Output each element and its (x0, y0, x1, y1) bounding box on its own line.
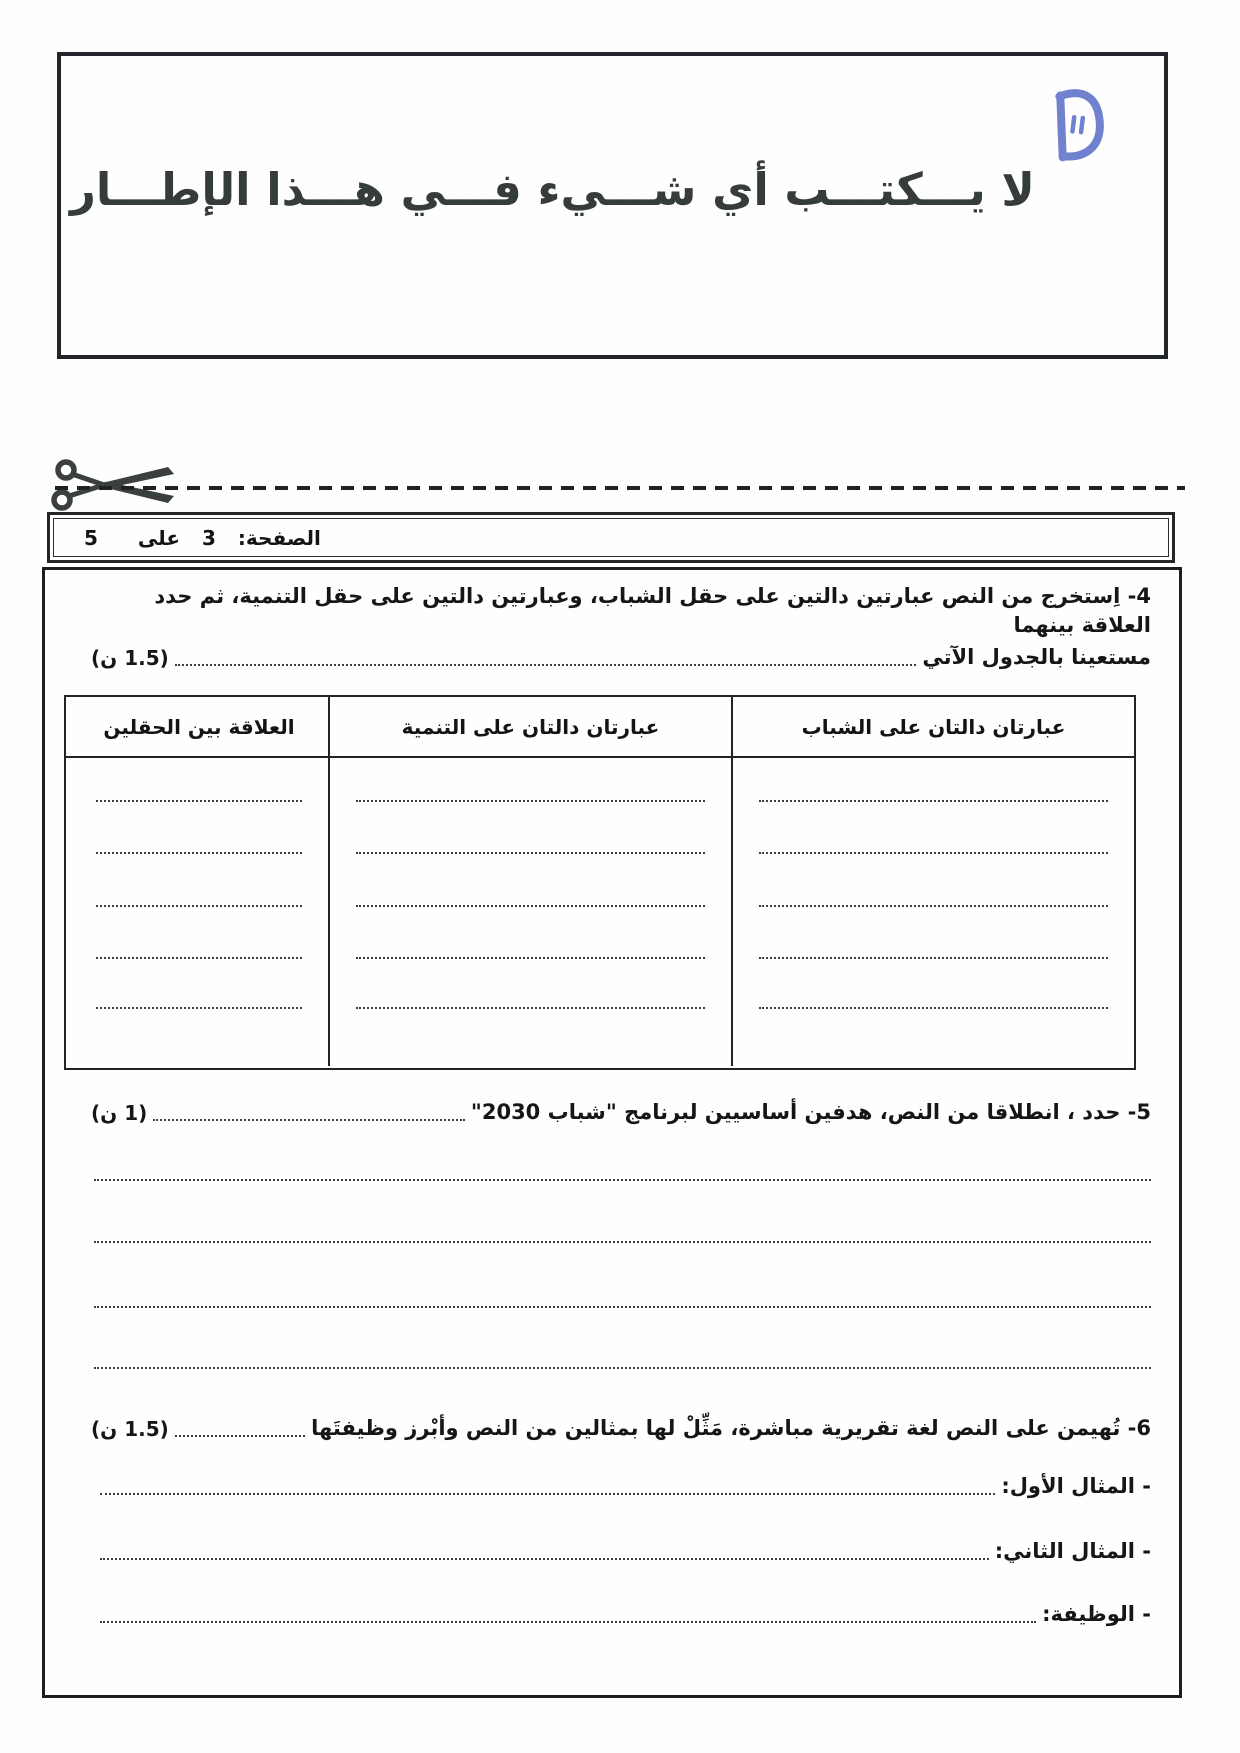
answer-line[interactable] (94, 1179, 1151, 1181)
question-4-subtext: مستعينا بالجدول الآتي (922, 644, 1151, 669)
cut-dashed-line (55, 486, 1185, 490)
answer-line[interactable] (94, 1241, 1151, 1243)
answer-dotted-line[interactable] (759, 852, 1108, 854)
phrases-table-header-row (66, 697, 1134, 758)
phrases-table-body-row (66, 758, 1134, 1066)
page-of-word: على (137, 525, 180, 550)
answer-dotted-line[interactable] (759, 800, 1108, 802)
answer-dotted-line[interactable] (356, 905, 705, 907)
example-2-label: - المثال الثاني: (994, 1538, 1151, 1563)
dotted-leader (175, 664, 917, 666)
answer-dotted-line[interactable] (356, 1007, 705, 1009)
no-write-frame (57, 52, 1168, 359)
answer-line[interactable] (94, 1306, 1151, 1308)
no-write-notice: لا يـــكتـــب أي شـــيء فـــي هـــذا الإطـــار (70, 163, 1035, 216)
answer-cell-development[interactable] (328, 758, 731, 1066)
page-indicator-bar (47, 512, 1175, 563)
answer-dotted-line[interactable] (759, 957, 1108, 959)
page-total-number: 5 (84, 525, 98, 550)
function-label: - الوظيفة: (1042, 1601, 1151, 1626)
question-4-text: 4- اِستخرج من النص عبارتين دالتين على حقل الشباب، وعبارتين دالتين على حقل التنمية، ثم حدد العلاقة بينهما (154, 584, 1151, 638)
page-indicator-text (84, 526, 321, 550)
answer-line[interactable] (94, 1367, 1151, 1369)
answer-dotted-line[interactable] (356, 957, 705, 959)
answer-cell-youth[interactable] (731, 758, 1134, 1066)
table-header-youth-phrases: عبارتان دالتان على الشباب (731, 697, 1134, 756)
page-label: الصفحة: (237, 525, 321, 550)
table-header-relation: العلاقة بين الحقلين (103, 714, 295, 739)
example-1-label: - المثال الأول: (1001, 1473, 1151, 1498)
phrases-table (64, 695, 1136, 1070)
question-5-text: 5- حدد ، انطلاقا من النص، هدفين أساسيين لبرنامج "شباب 2030" (470, 1099, 1151, 1124)
scissors-icon (50, 458, 178, 512)
table-header-development-phrases: عبارتان دالتان على التنمية (328, 697, 731, 756)
answer-dotted-line[interactable] (96, 852, 302, 854)
dotted-leader (153, 1119, 465, 1121)
answer-dotted-line[interactable] (96, 905, 302, 907)
question-6-points: (1.5 ن) (91, 1417, 169, 1441)
dotted-leader (175, 1435, 305, 1437)
question-4-points: (1.5 ن) (91, 646, 169, 670)
page-current-number: 3 (201, 525, 216, 550)
questions-frame (42, 567, 1182, 1698)
question-5-points: (1 ن) (91, 1101, 148, 1125)
answer-dotted-line[interactable] (759, 1007, 1108, 1009)
grade-stamp-d-icon (1042, 83, 1113, 168)
answer-dotted-line[interactable] (759, 905, 1108, 907)
answer-dotted-line[interactable] (356, 852, 705, 854)
answer-dotted-leader[interactable] (100, 1558, 989, 1560)
question-6-text: 6- تُهيمن على النص لغة تقريرية مباشرة، مَثِّلْ لها بمثالين من النص وأبْرز وظيفتَها (311, 1415, 1151, 1440)
answer-dotted-leader[interactable] (100, 1493, 995, 1495)
answer-dotted-leader[interactable] (100, 1621, 1036, 1623)
answer-dotted-line[interactable] (96, 957, 302, 959)
answer-dotted-line[interactable] (96, 1007, 302, 1009)
answer-dotted-line[interactable] (96, 800, 302, 802)
answer-dotted-line[interactable] (356, 800, 705, 802)
answer-cell-relation[interactable] (70, 758, 328, 1066)
